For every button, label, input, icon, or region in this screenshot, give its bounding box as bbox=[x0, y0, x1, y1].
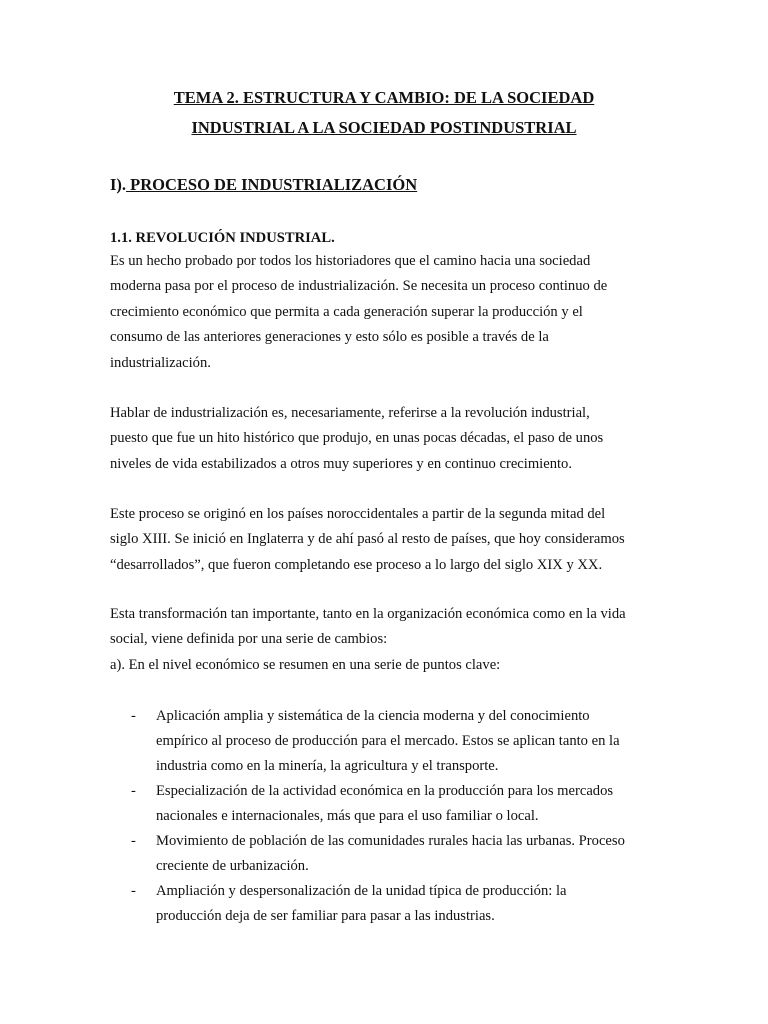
paragraph-line: Hablar de industrialización es, necesariamente, referirse a la revolución industrial, bbox=[110, 405, 590, 421]
list-item-text bbox=[156, 879, 676, 929]
bullet-dash: - bbox=[131, 883, 136, 899]
paragraph-line: consumo de las anteriores generaciones y esto sólo es posible a través de la bbox=[110, 329, 549, 346]
list-item-line: empírico al proceso de producción para el mercado. Estos se aplican tanto en la bbox=[156, 733, 620, 749]
paragraph-line: moderna pasa por el proceso de industrialización. Se necesita un proceso continuo de bbox=[110, 278, 608, 295]
list-item-line: Ampliación y despersonalización de la unidad típica de producción: la bbox=[156, 883, 567, 899]
paragraph-line: social, viene definida por una serie de cambios: bbox=[110, 631, 388, 648]
paragraph-4 bbox=[110, 602, 670, 678]
paragraph-line: industrialización. bbox=[110, 354, 211, 371]
list-item-line: Especialización de la actividad económica en la producción para los mercados bbox=[156, 783, 614, 799]
bullet-dash: - bbox=[131, 708, 136, 724]
list-item-line: Aplicación amplia y sistemática de la ciencia moderna y del conocimiento bbox=[156, 708, 590, 724]
paragraph-line: niveles de vida estabilizados a otros muy superiores y en continuo crecimiento. bbox=[110, 455, 573, 472]
section-title: PROCESO DE INDUSTRIALIZACIÓN bbox=[126, 175, 418, 194]
paragraph-3 bbox=[110, 502, 670, 578]
list-item-text bbox=[156, 704, 676, 779]
section-heading bbox=[110, 175, 417, 195]
document-title-line-2: INDUSTRIAL A LA SOCIEDAD POSTINDUSTRIAL bbox=[191, 118, 577, 137]
paragraph-line: siglo XIII. Se inició en Inglaterra y de ahí pasó al resto de países, que hoy consideramos bbox=[110, 531, 625, 548]
list-item-line: Movimiento de población de las comunidades rurales hacia las urbanas. Proceso bbox=[156, 833, 625, 849]
paragraph-line: Esta transformación tan importante, tanto en la organización económica como en la vida bbox=[110, 606, 626, 622]
list-item-line: industria como en la minería, la agricultura y el transporte. bbox=[156, 758, 499, 774]
bullet-dash: - bbox=[131, 783, 136, 799]
document-title-line-1: TEMA 2. ESTRUCTURA Y CAMBIO: DE LA SOCIEDAD bbox=[173, 88, 595, 107]
bullet-dash: - bbox=[131, 833, 136, 849]
list-item-text bbox=[156, 779, 676, 829]
list-item-line: producción deja de ser familiar para pasar a las industrias. bbox=[156, 908, 495, 924]
paragraph-1 bbox=[110, 249, 670, 376]
list-item-line: creciente de urbanización. bbox=[156, 858, 309, 874]
section-prefix: I). bbox=[110, 175, 127, 194]
paragraph-line: Es un hecho probado por todos los historiadores que el camino hacia una sociedad bbox=[110, 253, 591, 269]
paragraph-line: Este proceso se originó en los países noroccidentales a partir de la segunda mitad del bbox=[110, 506, 606, 522]
list-item-text bbox=[156, 829, 676, 879]
paragraph-line: a). En el nivel económico se resumen en una serie de puntos clave: bbox=[110, 656, 501, 673]
subsection-heading: 1.1. REVOLUCIÓN INDUSTRIAL. bbox=[110, 230, 335, 246]
paragraph-line: crecimiento económico que permita a cada generación superar la producción y el bbox=[110, 303, 583, 320]
paragraph-2 bbox=[110, 401, 670, 477]
paragraph-line: puesto que fue un hito histórico que produjo, en unas pocas décadas, el paso de unos bbox=[110, 430, 604, 447]
list-item-line: nacionales e internacionales, más que para el uso familiar o local. bbox=[156, 808, 539, 824]
paragraph-line: “desarrollados”, que fueron completando ese proceso a lo largo del siglo XIX y XX. bbox=[110, 556, 603, 573]
